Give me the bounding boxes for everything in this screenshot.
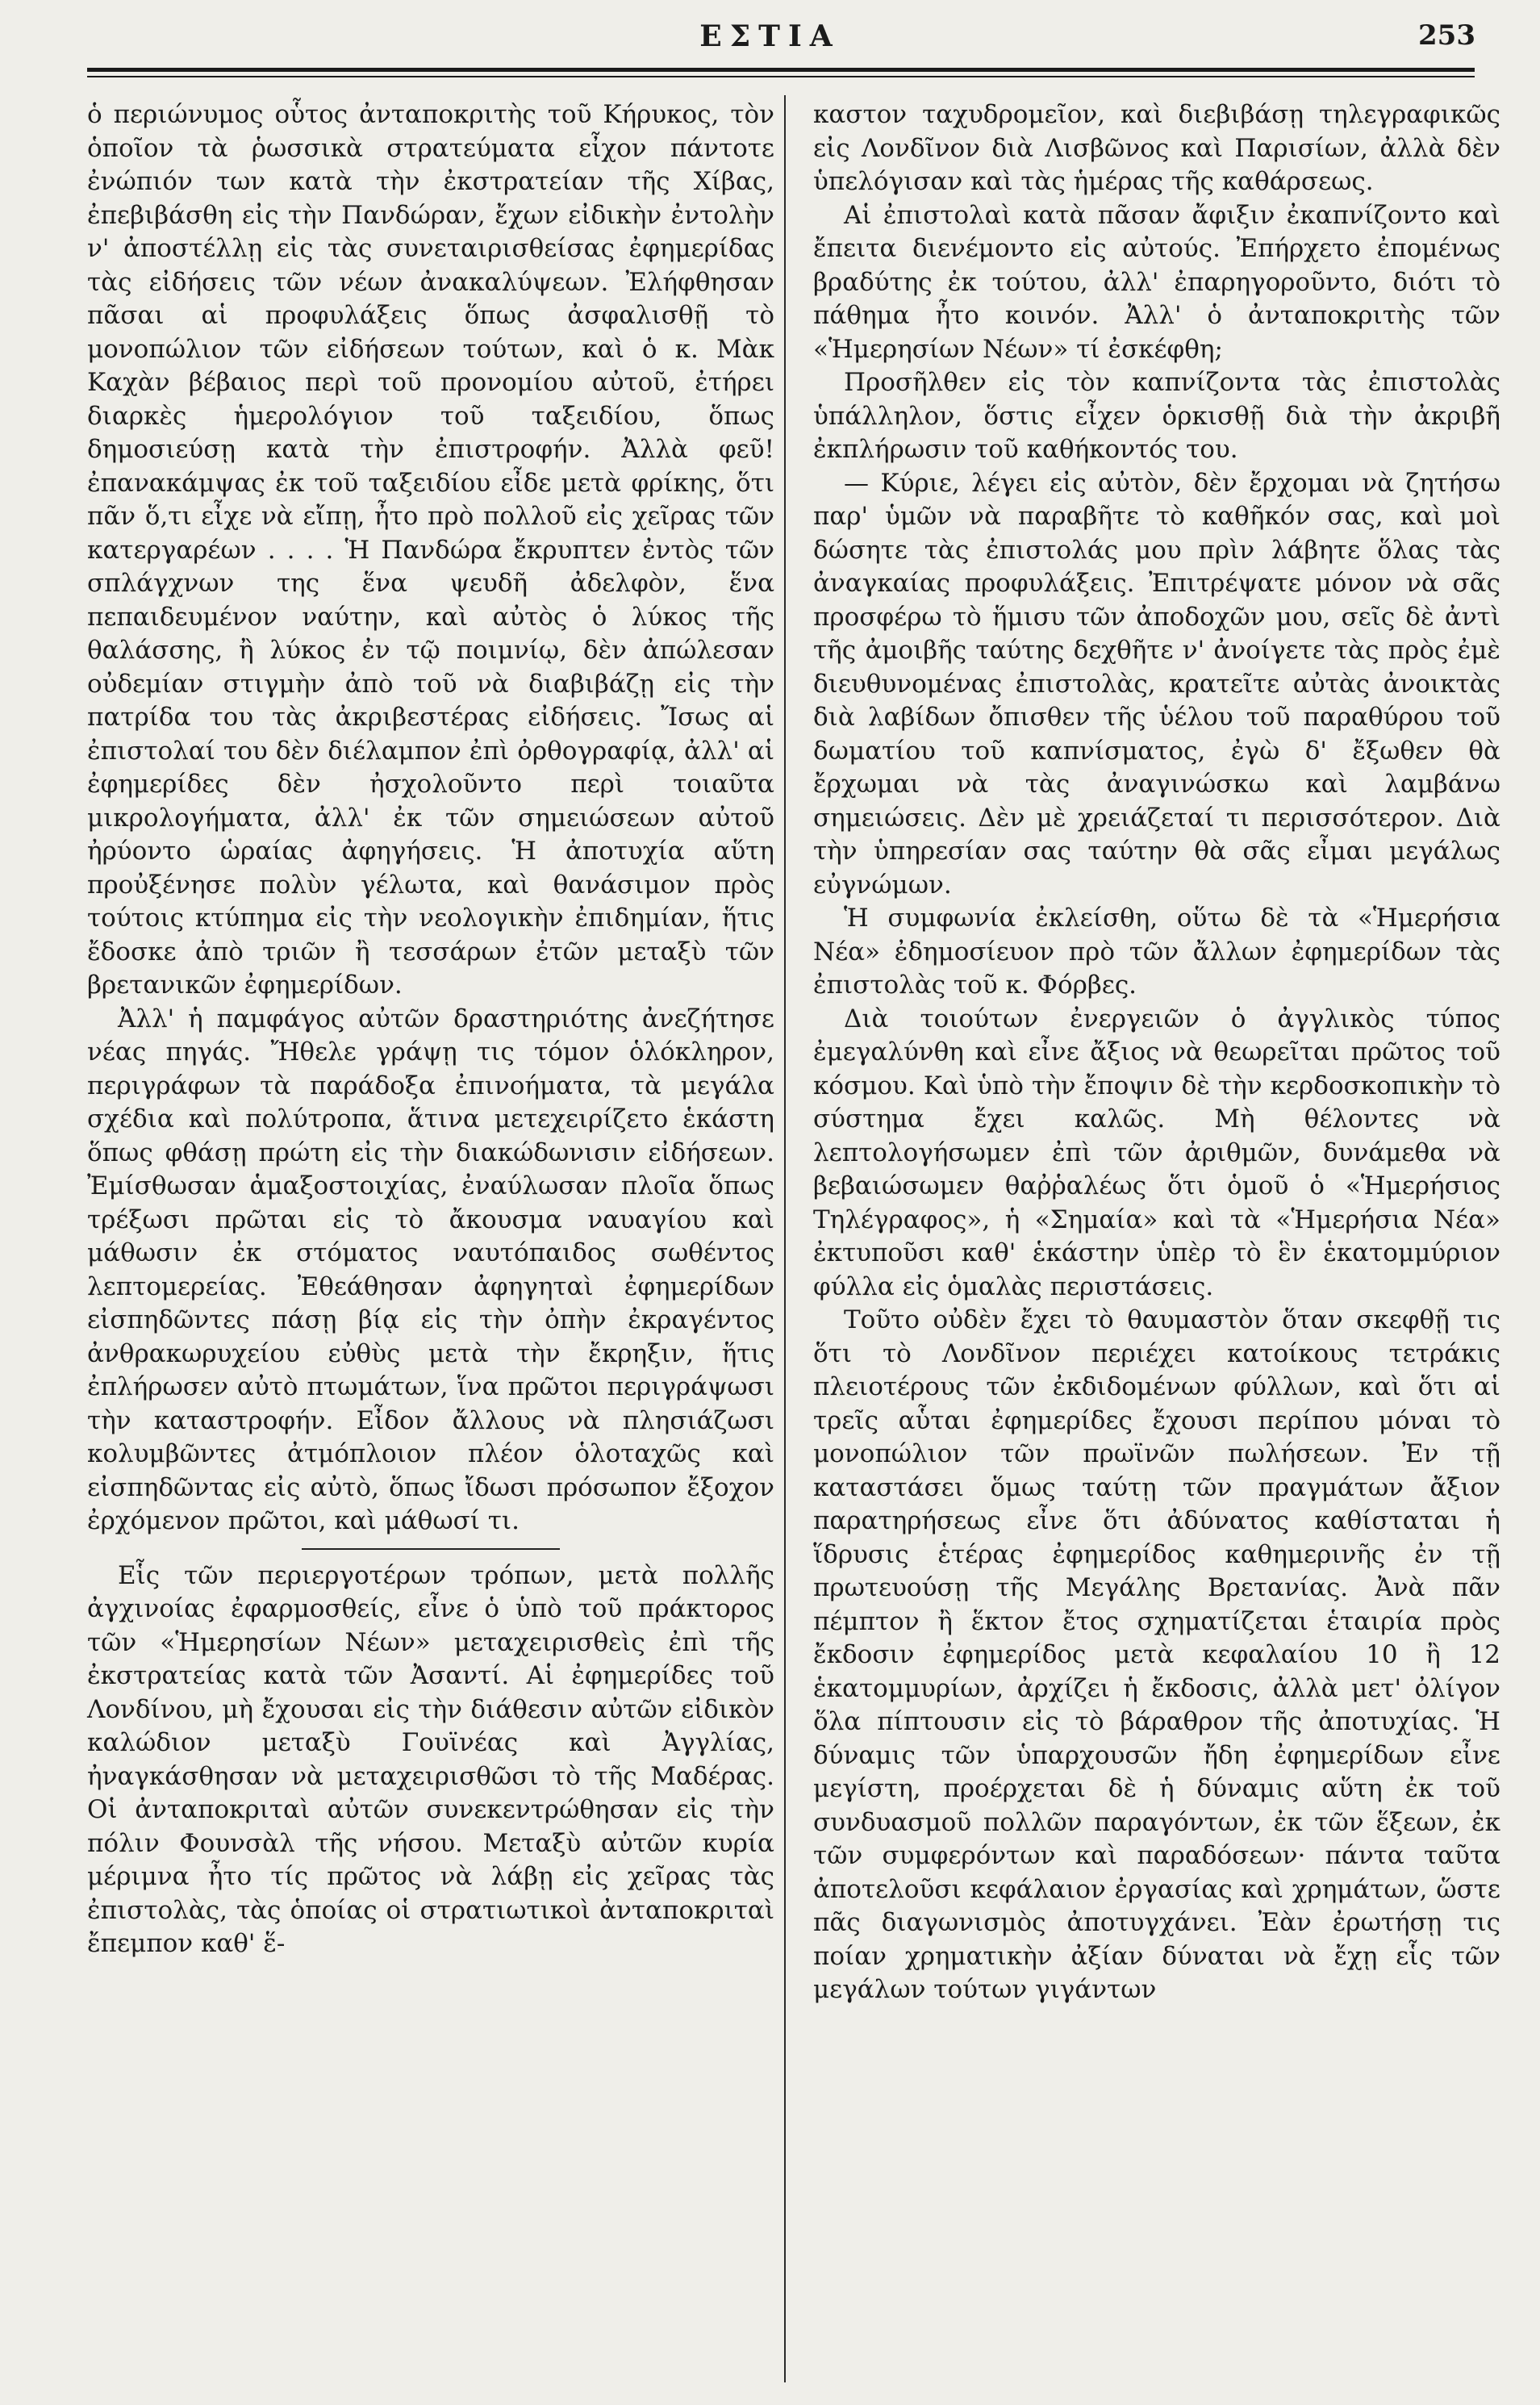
section-divider (302, 1548, 560, 1550)
paragraph: — Κύριε, λέγει εἰς αὐτὸν, δὲν ἔρχομαι νὰ ζητήσω παρ' ὑμῶν νὰ παραβῆτε τὸ καθῆκόν σας, καὶ μοὶ δώσητε τὰς ἐπιστολάς μου πρὶν λάβητε ὅλας τὰς ἀναγκαίας προφυλάξεις. Ἐπιτρέψατε μόνον νὰ σᾶς προσφέρω τὸ ἥμισυ τῶν ἀποδοχῶν μου, σεῖς δὲ ἀντὶ τῆς ἀμοιβῆς ταύτης δεχθῆτε ν' ἀνοίγετε τὰς πρὸς ἐμὲ διευθυνομένας ἐπιστολὰς, κρατεῖτε αὐτὰς ἀνοικτὰς διὰ λαβίδων ὄπισθεν τῆς ὑέλου τοῦ παραθύρου τοῦ δωματίου τοῦ καπνίσματος, ἐγὼ δ' ἔξωθεν θὰ ἔρχωμαι νὰ τὰς ἀναγινώσκω καὶ λαμβάνω σημειώσεις. Δὲν μὲ χρειάζεταί τι περισσότερον. Διὰ τὴν ὑπηρεσίαν σας ταύτην θὰ σᾶς εἶμαι μεγάλως εὐγνώμων. (813, 468, 1500, 900)
paragraph: Προσῆλθεν εἰς τὸν καπνίζοντα τὰς ἐπιστολὰς ὑπάλληλον, ὅστις εἶχεν ὁρκισθῇ διὰ τὴν ἀκριβῆ ἐκπλήρωσιν τοῦ καθήκοντός του. (813, 368, 1500, 464)
page-number: 253 (1418, 19, 1475, 52)
paragraph: καστον ταχυδρομεῖον, καὶ διεβιβάσῃ τηλεγραφικῶς εἰς Λονδῖνον διὰ Λισβῶνος καὶ Παρισίων, ἀλλὰ δὲν ὑπελόγισαν καὶ τὰς ἡμέρας τῆς καθάρσεως. (813, 100, 1500, 196)
paragraph: Εἷς τῶν περιεργοτέρων τρόπων, μετὰ πολλῆς ἀγχινοίας ἐφαρμοσθείς, εἶνε ὁ ὑπὸ τοῦ πράκτορος τῶν «Ἡμερησίων Νέων» μεταχειρισθεὶς ἐπὶ τῆς ἐκστρατείας κατὰ τῶν Ἀσαντί. Αἱ ἐφημερίδες τοῦ Λονδίνου, μὴ ἔχουσαι εἰς τὴν διάθεσιν αὐτῶν εἰδικὸν καλώδιον μεταξὺ Γουϊνέας καὶ Ἀγγλίας, ἠναγκάσθησαν νὰ μεταχειρισθῶσι τὸ τῆς Μαδέρας. Οἱ ἀνταποκριταὶ αὐτῶν συνεκεντρώθησαν εἰς τὴν πόλιν Φουνσὰλ τῆς νήσου. Μεταξὺ αὐτῶν κυρία μέριμνα ἦτο τίς πρῶτος νὰ λάβῃ εἰς χεῖρας τὰς ἐπιστολὰς, τὰς ὁποίας οἱ στρατιωτικοὶ ἀνταποκριταὶ ἔπεμπον καθ' ἕ- (87, 1560, 774, 1958)
paragraph: Διὰ τοιούτων ἐνεργειῶν ὁ ἀγγλικὸς τύπος ἐμεγαλύνθη καὶ εἶνε ἄξιος νὰ θεωρεῖται πρῶτος τοῦ κόσμου. Καὶ ὑπὸ τὴν ἔποψιν δὲ τὴν κερδοσκοπικὴν τὸ σύστημα ἔχει καλῶς. Μὴ θέλοντες νὰ λεπτολογήσωμεν ἐπὶ τῶν ἀριθμῶν, δυνάμεθα νὰ βεβαιώσωμεν θαῤῥαλέως ὅτι ὁμοῦ ὁ «Ἡμερήσιος Τηλέγραφος», ἡ «Σημαία» καὶ τὰ «Ἡμερήσια Νέα» ἐκτυποῦσι καθ' ἑκάστην ὑπὲρ τὸ ἓν ἑκατομμύριον φύλλα εἰς ὁμαλὰς περιστάσεις. (813, 1004, 1500, 1301)
paragraph: Ἡ συμφωνία ἐκλείσθη, οὕτω δὲ τὰ «Ἡμερήσια Νέα» ἐδημοσίευον πρὸ τῶν ἄλλων ἐφημερίδων τὰς ἐπιστολὰς τοῦ κ. Φόρβες. (813, 904, 1500, 1000)
header-title: ΕΣΤΙΑ (699, 19, 841, 53)
header-rule-thick (87, 68, 1475, 72)
header-rule-thin (87, 76, 1475, 77)
paragraph: Τοῦτο οὐδὲν ἔχει τὸ θαυμαστὸν ὅταν σκεφθῇ τις ὅτι τὸ Λονδῖνον περιέχει κατοίκους τετράκις πλειοτέρους τῶν ἐκδιδομένων φύλλων, καὶ ὅτι αἱ τρεῖς αὗται ἐφημερίδες ἔχουσι περίπου μόναι τὸ μονοπώλιον τῶν πρωϊνῶν πωλήσεων. Ἐν τῇ καταστάσει ὅμως ταύτῃ τῶν πραγμάτων ἄξιον παρατηρήσεως εἶνε ὅτι ἀδύνατος καθίσταται ἡ ἵδρυσις ἑτέρας ἐφημερίδος καθημερινῆς ἐν τῇ πρωτευούσῃ τῆς Μεγάλης Βρετανίας. Ἀνὰ πᾶν πέμπτον ἢ ἕκτον ἔτος σχηματίζεται ἑταιρία πρὸς ἔκδοσιν ἐφημερίδος μετὰ κεφαλαίου 10 ἢ 12 ἑκατομμυρίων, ἀρχίζει ἡ ἔκδοσις, ἀλλὰ μετ' ὀλίγον ὅλα πίπτουσιν εἰς τὸ βάραθρον τῆς ἀποτυχίας. Ἡ δύναμις τῶν ὑπαρχουσῶν ἤδη ἐφημερίδων εἶνε μεγίστη, προέρχεται δὲ ἡ δύναμις αὕτη ἐκ τοῦ συνδυασμοῦ πολλῶν παραγόντων, ἐκ τῶν ἕξεων, ἐκ τῶν συμφερόντων καὶ παραδόσεων· πάντα ταῦτα ἀποτελοῦσι κεφάλαιον ἐργασίας καὶ χρημάτων, ὥστε πᾶς διαγωνισμὸς ἀποτυγχάνει. Ἐὰν ἐρωτήσῃ τις ποίαν χρηματικὴν ἀξίαν δύναται νὰ ἔχῃ εἷς τῶν μεγάλων τούτων γιγάντων (813, 1305, 1500, 2004)
left-column (87, 98, 774, 1961)
paragraph: Αἱ ἐπιστολαὶ κατὰ πᾶσαν ἄφιξιν ἐκαπνίζοντο καὶ ἔπειτα διενέμοντο εἰς αὐτούς. Ἐπήρχετο ἐπομένως βραδύτης ἐκ τούτου, ἀλλ' ἐπαρηγοροῦντο, διότι τὸ πάθημα ἦτο κοινόν. Ἀλλ' ὁ ἀνταποκριτὴς τῶν «Ἡμερησίων Νέων» τί ἐσκέφθη; (813, 200, 1500, 364)
paragraph: ὁ περιώνυμος οὗτος ἀνταποκριτὴς τοῦ Κήρυκος, τὸν ὁποῖον τὰ ῥωσσικὰ στρατεύματα εἶχον πάντοτε ἐνώπιόν των κατὰ τὴν ἐκστρατείαν τῆς Χίβας, ἐπεβιβάσθη εἰς τὴν Πανδώραν, ἔχων εἰδικὴν ἐντολὴν ν' ἀποστέλλῃ εἰς τὰς συνεταιρισθείσας ἐφημερίδας τὰς εἰδήσεις τῶν νέων ἀνακαλύψεων. Ἐλήφθησαν πᾶσαι αἱ προφυλάξεις ὅπως ἀσφαλισθῇ τὸ μονοπώλιον τῶν εἰδήσεων τούτων, καὶ ὁ κ. Μὰκ Καχὰν βέβαιος περὶ τοῦ προνομίου αὐτοῦ, ἐτήρει διαρκὲς ἡμερολόγιον τοῦ ταξειδίου, ὅπως δημοσιεύσῃ κατὰ τὴν ἐπιστροφήν. Ἀλλὰ φεῦ! ἐπανακάμψας ἐκ τοῦ ταξειδίου εἶδε μετὰ φρίκης, ὅτι πᾶν ὅ,τι εἶχε νὰ εἴπῃ, ἦτο πρὸ πολλοῦ εἰς χεῖρας τῶν κατεργαρέων . . . . Ἡ Πανδώρα ἔκρυπτεν ἐντὸς τῶν σπλάγχνων της ἕνα ψευδῆ ἀδελφὸν, ἕνα πεπαιδευμένον ναύτην, καὶ αὐτὸς ὁ λύκος τῆς θαλάσσης, ἢ λύκος ἐν τῷ ποιμνίῳ, δὲν ἀπώλεσαν οὐδεμίαν στιγμὴν ἀπὸ τοῦ νὰ διαβιβάζῃ εἰς τὴν πατρίδα του τὰς ἀκριβεστέρας εἰδήσεις. Ἴσως αἱ ἐπιστολαί του δὲν διέλαμπον ἐπὶ ὀρθογραφίᾳ, ἀλλ' αἱ ἐφημερίδες δὲν ἠσχολοῦντο περὶ τοιαῦτα μικρολογήματα, ἀλλ' ἐκ τῶν σημειώσεων αὐτοῦ ἠρύοντο ὡραίας ἀφηγήσεις. Ἡ ἀποτυχία αὕτη προὐξένησε πολὺν γέλωτα, καὶ θανάσιμον πρὸς τούτοις κτύπημα εἰς τὴν νεολογικὴν ἐπιδημίαν, ἥτις ἔδοσκε ἀπὸ τριῶν ἢ τεσσάρων ἐτῶν μεταξὺ τῶν βρετανικῶν ἐφημερίδων. (87, 100, 774, 1000)
page-header (0, 0, 1540, 56)
column-divider (784, 95, 786, 2382)
right-column (813, 98, 1500, 2007)
paragraph: Ἀλλ' ἡ παμφάγος αὐτῶν δραστηριότης ἀνεζήτησε νέας πηγάς. Ἤθελε γράψῃ τις τόμον ὁλόκληρον, περιγράφων τὰ παράδοξα ἐπινοήματα, τὰ μεγάλα σχέδια καὶ πολύτροπα, ἅτινα μετεχειρίζετο ἑκάστη ὅπως φθάσῃ πρώτη εἰς τὴν διακώδωνισιν εἰδήσεων. Ἐμίσθωσαν ἁμαξοστοιχίας, ἐναύλωσαν πλοῖα ὅπως τρέξωσι πρῶται εἰς τὸ ἄκουσμα ναυαγίου καὶ μάθωσιν ἐκ στόματος ναυτόπαιδος σωθέντος λεπτομερείας. Ἐθεάθησαν ἀφηγηταὶ ἐφημερίδων εἰσπηδῶντες πάσῃ βίᾳ εἰς τὴν ὀπὴν ἐκραγέντος ἀνθρακωρυχείου εὐθὺς μετὰ τὴν ἔκρηξιν, ἥτις ἐπλήρωσεν αὐτὸ πτωμάτων, ἵνα πρῶτοι περιγράψωσι τὴν καταστροφήν. Εἶδον ἄλλους νὰ πλησιάζωσι κολυμβῶντες ἀτμόπλοιον πλέον ὁλοταχῶς καὶ εἰσπηδῶντας εἰς αὐτὸ, ὅπως ἴδωσι πρόσωπον ἔξοχον ἐρχόμενον πρῶτοι, καὶ μάθωσί τι. (87, 1004, 774, 1535)
